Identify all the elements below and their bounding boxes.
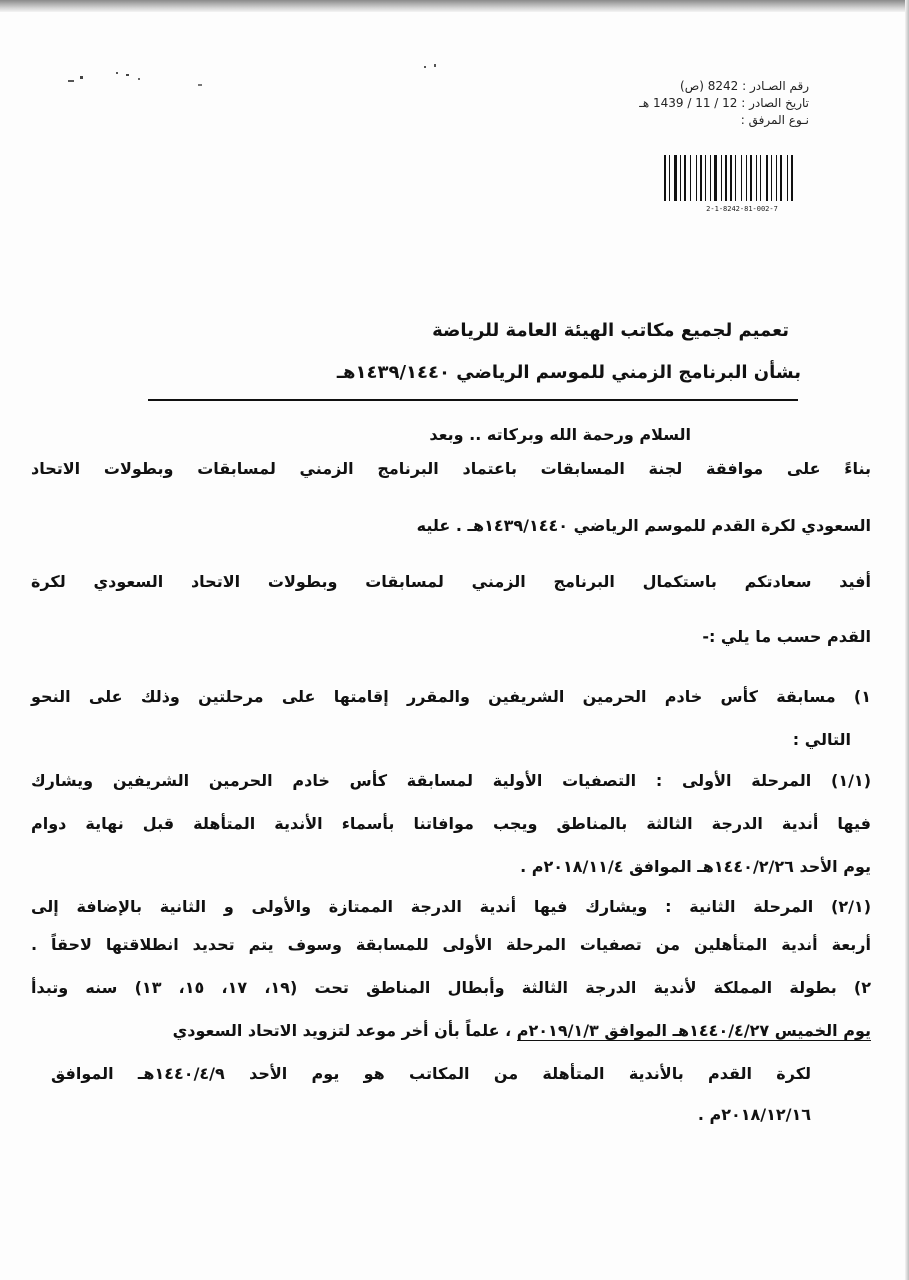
barcode-icon xyxy=(662,155,822,203)
title-divider xyxy=(148,399,798,401)
title-line-2: بشأن البرنامج الزمني للموسم الرياضي ١٤٣٩/١٤٤٠هـ xyxy=(336,362,801,383)
inform-line-2: القدم حسب ما يلي :- xyxy=(702,627,871,646)
barcode-number: 2-1-8242-81-002-7 xyxy=(706,205,778,213)
barcode-bar xyxy=(725,155,727,201)
issue-number-line: رقم الصـادر : 8242 (ص) xyxy=(680,79,809,93)
barcode-bar xyxy=(721,155,722,201)
item-2-line-2-rest: ، علماً بأن أخر موعد لتزويد الاتحاد السعودي xyxy=(172,1021,512,1040)
item-1-line-1: ١) مسابقة كأس خادم الحرمين الشريفين والمقرر إقامتها على مرحلتين وذلك على النحو xyxy=(31,687,871,706)
barcode-bar xyxy=(741,155,742,201)
barcode-bar xyxy=(690,155,691,201)
item-2-line-1: ٢) بطولة المملكة لأندية الدرجة الثالثة وأبطال المناطق تحت (١٩، ١٧، ١٥، ١٣) سنه وتبدأ xyxy=(31,978,872,997)
issue-number-value: 8242 (ص) xyxy=(680,79,739,93)
barcode-bar xyxy=(684,155,686,201)
intro-line-1: بناءً على موافقة لجنة المسابقات باعتماد البرنامج الزمني لمسابقات وبطولات الاتحاد xyxy=(31,459,871,478)
title-line-1: تعميم لجميع مكاتب الهيئة العامة للرياضة xyxy=(432,320,789,341)
attachment-line: نـوع المرفق : xyxy=(740,113,809,127)
item-2-line-3: لكرة القدم بالأندية المتأهلة من المكاتب هو يوم الأحد ١٤٤٠/٤/٩هـ الموافق xyxy=(51,1064,812,1083)
issue-date-label: تاريخ الصادر xyxy=(749,96,809,110)
barcode-bar xyxy=(780,155,782,201)
barcode-bar xyxy=(791,155,793,201)
scan-right-edge xyxy=(905,0,909,1280)
item-1-1-line-3: يوم الأحد ١٤٤٠/٢/٢٦هـ الموافق ٢٠١٨/١١/٤م . xyxy=(520,857,871,876)
scan-specks-right xyxy=(422,62,462,82)
intro-line-2: السعودي لكرة القدم للموسم الرياضي ١٤٣٩/١٤٤٠هـ . عليه xyxy=(416,516,871,535)
barcode-bar xyxy=(771,155,772,201)
item-1-line-2: التالي : xyxy=(792,730,851,749)
barcode-bar xyxy=(730,155,732,201)
reference-block xyxy=(589,78,809,129)
item-1-1-line-2: فيها أندية الدرجة الثالثة بالمناطق ويجب موافاتنا بأسماء الأندية المتأهلة قبل نهاية دوام xyxy=(31,814,871,833)
attachment-label: نـوع المرفق xyxy=(748,113,809,127)
barcode-bar xyxy=(664,155,666,201)
barcode-bar xyxy=(696,155,697,201)
inform-line-1: أفيد سعادتكم باستكمال البرنامج الزمني لمسابقات وبطولات الاتحاد السعودي لكرة xyxy=(31,572,871,591)
barcode-bar xyxy=(680,155,681,201)
item-1-2-line-1: (٢/١) المرحلة الثانية : ويشارك فيها أندية الدرجة الممتازة والأولى و الثانية بالإضافة إلى xyxy=(31,897,871,916)
barcode-bar xyxy=(760,155,761,201)
barcode-bar xyxy=(750,155,752,201)
item-1-2-line-2: أربعة أندية المتأهلين من تصفيات المرحلة الأولى للمسابقة وسوف يتم تحديد انطلاقتها لاحقاً . xyxy=(31,935,871,954)
barcode-bar xyxy=(669,155,670,201)
document-title xyxy=(269,310,801,394)
barcode-bar xyxy=(705,155,706,201)
barcode-bar xyxy=(766,155,768,201)
issue-date-value: 12 / 11 / 1439 هـ xyxy=(639,96,738,110)
issue-date-line: تاريخ الصادر : 12 / 11 / 1439 هـ xyxy=(639,96,809,110)
barcode-bar xyxy=(674,155,677,201)
item-2-date-underlined: يوم الخميس ١٤٤٠/٤/٢٧هـ الموافق ٢٠١٩/١/٣م xyxy=(516,1021,871,1040)
item-2-line-2 xyxy=(173,1021,871,1040)
barcode-bar xyxy=(787,155,788,201)
barcode-bar xyxy=(756,155,757,201)
barcode-bar xyxy=(735,155,736,201)
barcode xyxy=(662,155,822,215)
scan-specks xyxy=(60,68,240,98)
barcode-bar xyxy=(746,155,747,201)
barcode-bar xyxy=(700,155,702,201)
barcode-bar xyxy=(714,155,717,201)
greeting: السلام ورحمة الله وبركاته .. وبعد xyxy=(429,425,691,444)
item-2-line-4: ٢٠١٨/١٢/١٦م . xyxy=(697,1105,811,1124)
barcode-bar xyxy=(776,155,777,201)
issue-number-label: رقم الصـادر xyxy=(749,79,809,93)
item-1-1-line-1: (١/١) المرحلة الأولى : التصفيات الأولية لمسابقة كأس خادم الحرمين الشريفين ويشارك xyxy=(31,771,871,790)
scan-top-shadow xyxy=(0,0,909,12)
barcode-bar xyxy=(710,155,711,201)
